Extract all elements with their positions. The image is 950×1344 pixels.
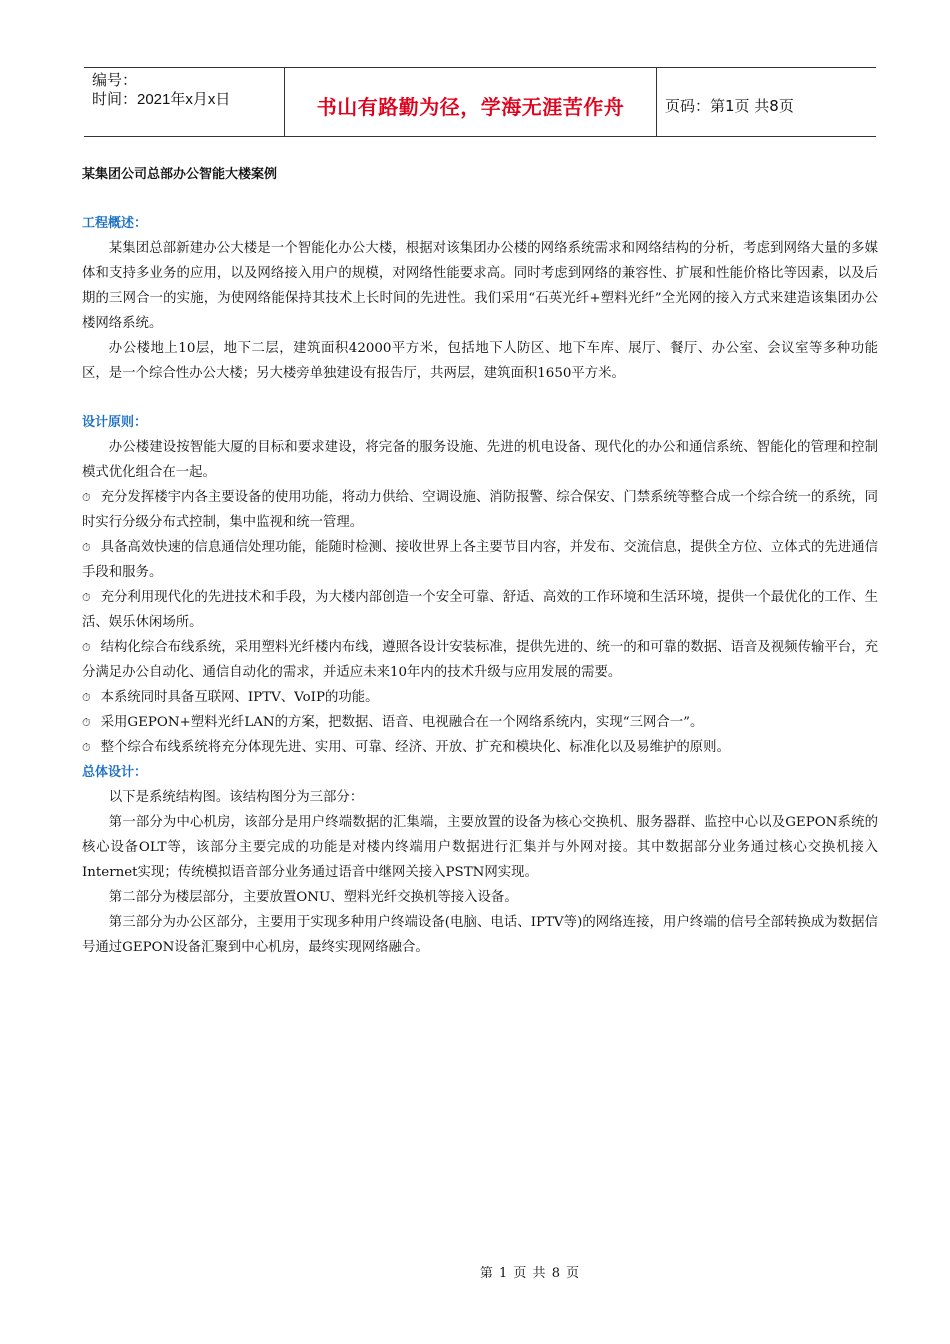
principle-item	[82, 735, 878, 760]
document-body	[82, 160, 878, 960]
section-heading-overview: 工程概述：	[82, 216, 148, 231]
clock-icon: ⏱	[82, 741, 91, 754]
clock-icon: ⏱	[82, 716, 91, 729]
principle-text: 本系统同时具备互联网、IPTV、VoIP的功能。	[100, 690, 379, 705]
principle-item	[82, 635, 878, 685]
motto-text: 书山有路勤为径，学海无涯苦作舟	[316, 94, 625, 119]
principles-list	[82, 485, 878, 760]
time-label: 时间：2021年x月x日	[92, 91, 231, 108]
header-table	[84, 67, 876, 137]
principle-item	[82, 585, 878, 635]
clock-icon: ⏱	[82, 691, 91, 704]
paragraph: 第一部分为中心机房，该部分是用户终端数据的汇集端，主要放置的设备为核心交换机、服务器群、监控中心以及GEPON系统的核心设备OLT等，该部分主要完成的功能是对楼内终端用户数据进行汇集并与外网对接。其中数据部分业务通过核心交换机接入Internet实现；传统模拟语音部分业务通过语音中继网关接入PSTN网实现。	[82, 815, 878, 880]
clock-icon: ⏱	[82, 591, 91, 604]
page-number-cell	[657, 68, 876, 136]
principle-text: 充分利用现代化的先进技术和手段，为大楼内部创造一个安全可靠、舒适、高效的工作环境和生活环境，提供一个最优化的工作、生活、娱乐休闲场所。	[82, 590, 878, 630]
paragraph: 某集团总部新建办公大楼是一个智能化办公大楼，根据对该集团办公楼的网络系统需求和网络结构的分析，考虑到网络大量的多媒体和支持多业务的应用，以及网络接入用户的规模，对网络性能要求高。同时考虑到网络的兼容性、扩展和性能价格比等因素，以及后期的三网合一的实施，为使网络能保持其技术上长时间的先进性。我们采用“石英光纤+塑料光纤”全光网的接入方式来建造该集团办公楼网络系统。	[82, 241, 878, 331]
header-meta-cell	[84, 68, 285, 136]
page-label: 页码：第1页 共8页	[665, 96, 794, 115]
section-heading-principles: 设计原则：	[82, 415, 148, 430]
principle-item	[82, 710, 878, 735]
document-title: 某集团公司总部办公智能大楼案例	[82, 167, 278, 182]
motto-cell	[285, 68, 657, 136]
page-footer: 第 1 页 共 8 页	[479, 1266, 581, 1281]
paragraph: 第三部分为办公区部分，主要用于实现多种用户终端设备(电脑、电话、IPTV等)的网络连接，用户终端的信号全部转换成为数据信号通过GEPON设备汇聚到中心机房，最终实现网络融合。	[82, 915, 878, 955]
principle-text: 充分发挥楼宇内各主要设备的使用功能，将动力供给、空调设施、消防报警、综合保安、门禁系统等整合成一个综合统一的系统，同时实行分级分布式控制，集中监视和统一管理。	[82, 490, 878, 530]
principle-item	[82, 485, 878, 535]
principle-text: 采用GEPON+塑料光纤LAN的方案，把数据、语音、电视融合在一个网络系统内，实现“三网合一”。	[100, 715, 704, 730]
paragraph: 以下是系统结构图。该结构图分为三部分：	[108, 790, 364, 805]
principle-text: 结构化综合布线系统，采用塑料光纤楼内布线，遵照各设计安装标准，提供先进的、统一的和可靠的数据、语音及视频传输平台，充分满足办公自动化、通信自动化的需求，并适应未来10年内的技术升级与应用发展的需要。	[82, 640, 878, 680]
clock-icon: ⏱	[82, 491, 91, 504]
principle-item	[82, 685, 878, 710]
section-heading-overall: 总体设计：	[82, 765, 148, 780]
principle-text: 整个综合布线系统将充分体现先进、实用、可靠、经济、开放、扩充和模块化、标准化以及易维护的原则。	[100, 740, 730, 755]
clock-icon: ⏱	[82, 541, 91, 554]
paragraph: 第二部分为楼层部分，主要放置ONU、塑料光纤交换机等接入设备。	[108, 890, 518, 905]
principle-text: 具备高效快速的信息通信处理功能，能随时检测、接收世界上各主要节目内容，并发布、交流信息，提供全方位、立体式的先进通信手段和服务。	[82, 540, 878, 580]
clock-icon: ⏱	[82, 641, 91, 654]
paragraph: 办公楼建设按智能大厦的目标和要求建设，将完备的服务设施、先进的机电设备、现代化的办公和通信系统、智能化的管理和控制模式优化组合在一起。	[82, 440, 878, 480]
principle-item	[82, 535, 878, 585]
number-label: 编号：	[92, 72, 138, 89]
paragraph: 办公楼地上10层，地下二层，建筑面积42000平方米，包括地下人防区、地下车库、展厅、餐厅、办公室、会议室等多种功能区，是一个综合性办公大楼；另大楼旁单独建设有报告厅，共两层，建筑面积1650平方米。	[82, 341, 878, 381]
